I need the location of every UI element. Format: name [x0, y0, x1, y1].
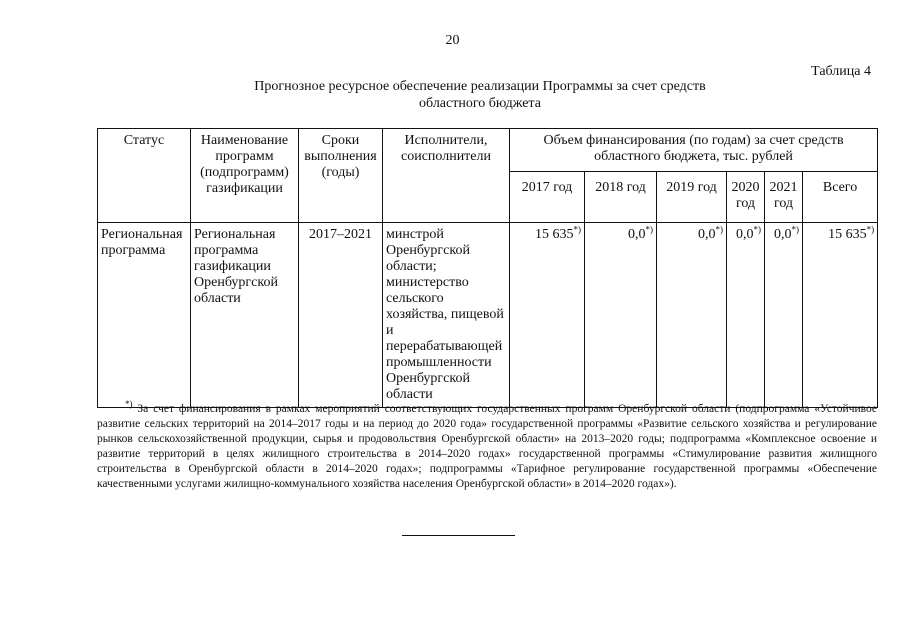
document-title — [200, 78, 760, 112]
table-row — [98, 223, 878, 408]
header-terms: Сроки выполнения (годы) — [299, 129, 383, 223]
header-year-2018: 2018 год — [585, 172, 657, 223]
value-total: 15 635 — [828, 227, 867, 242]
footnote-text: За счет финансирования в рамках мероприятий соответствующих государственных программ Оренбургской области (подпрограмма «Устойчивое развитие сельских территорий на 2014–2017 годы и на период до 2020 года» государственной программы «Развитие сельского хозяйства и регулирование рынков сельскохозяйственной продукции, сырья и продовольствия Оренбургской области» на 2013–2020 годы; подпрограмма «Комплексное освоение и развитие территорий в целях жилищного строительства в 2014–2020 годах» государственной программы «Стимулирование развития жилищного строительства в Оренбургской области в 2014–2020 годах»; подпрограммы «Тарифное регулирование государственной программы «Обеспечение качественными услугами жилищно-коммунального хозяйства населения Оренбургской области» в 2014–2020 годах»). — [97, 403, 877, 490]
title-line-2: областного бюджета — [419, 96, 541, 111]
cell-2020 — [727, 223, 765, 408]
footnote-ref: *) — [866, 224, 875, 235]
footnote — [97, 399, 877, 492]
header-year-2020: 2020 год — [727, 172, 765, 223]
cell-executors: минстрой Оренбургской области; министерство сельского хозяйства, пищевой и перерабатывающей промышленности Оренбургской области — [383, 223, 510, 408]
footnote-ref: *) — [715, 224, 723, 235]
cell-2017 — [510, 223, 585, 408]
table-label: Таблица 4 — [811, 64, 871, 79]
title-line-1: Прогнозное ресурсное обеспечение реализации Программы за счет средств — [254, 79, 706, 94]
cell-program-name: Региональная программа газификации Оренбургской области — [191, 223, 299, 408]
header-row-1 — [98, 129, 878, 172]
footnote-ref: *) — [645, 224, 653, 235]
value-2019: 0,0 — [698, 227, 716, 242]
value-2018: 0,0 — [628, 227, 646, 242]
header-executors: Исполнители, соисполнители — [383, 129, 510, 223]
cell-status: Региональная программа — [98, 223, 191, 408]
cell-2019 — [657, 223, 727, 408]
header-year-2019: 2019 год — [657, 172, 727, 223]
footnote-ref: *) — [791, 224, 799, 235]
funding-table — [97, 128, 878, 408]
header-year-2017: 2017 год — [510, 172, 585, 223]
footnote-ref: *) — [753, 224, 761, 235]
header-program-name: Наименование программ (подпрограмм) газификации — [191, 129, 299, 223]
header-financing: Объем финансирования (по годам) за счет средств областного бюджета, тыс. рублей — [510, 129, 878, 172]
separator-line — [402, 535, 515, 536]
header-status: Статус — [98, 129, 191, 223]
footnote-ref: *) — [573, 224, 581, 235]
cell-terms: 2017–2021 — [299, 223, 383, 408]
footnote-mark: *) — [125, 399, 133, 410]
header-total: Всего — [803, 172, 878, 223]
value-2021: 0,0 — [774, 227, 792, 242]
value-2017: 15 635 — [535, 227, 574, 242]
cell-2021 — [765, 223, 803, 408]
page-number: 20 — [445, 33, 460, 48]
header-year-2021: 2021 год — [765, 172, 803, 223]
cell-total — [803, 223, 878, 408]
value-2020: 0,0 — [736, 227, 754, 242]
cell-2018 — [585, 223, 657, 408]
